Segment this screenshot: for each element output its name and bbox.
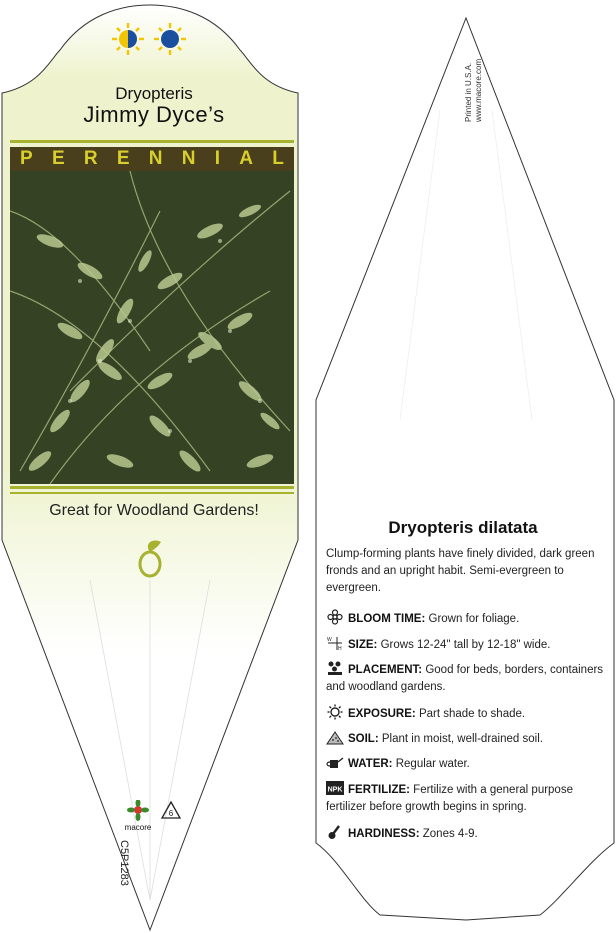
category-letter: A xyxy=(239,148,254,169)
category-letter: R xyxy=(83,148,98,169)
attr-size: W H SIZE: Grows 12-24" tall by 12-18" wide. xyxy=(327,637,551,651)
attr-bloom-time: BLOOM TIME: Grown for foliage. xyxy=(326,609,606,628)
attr-soil: SOIL: Plant in moist, well-drained soil. xyxy=(326,729,606,748)
bottom-rule xyxy=(10,486,294,489)
category-banner xyxy=(10,147,294,171)
tagline: Great for Woodland Gardens! xyxy=(49,502,259,519)
plant-description: Clump-forming plants have finely divided, dark green fronds and an upright habit. Semi-evergreen to evergreen. xyxy=(326,548,595,594)
svg-text:H: H xyxy=(338,646,342,651)
npk-icon xyxy=(326,780,344,796)
fern-illustration xyxy=(10,171,294,484)
svg-text:W: W xyxy=(327,637,332,643)
category-letter: I xyxy=(214,148,221,169)
attr-water: WATER: Regular water. xyxy=(326,754,606,773)
plant-cultivar: Jimmy Dyce’s xyxy=(83,102,225,127)
placement-icon xyxy=(326,660,344,676)
category-letter: N xyxy=(148,148,163,169)
bottom-rule-thin xyxy=(10,492,294,494)
recycle-icon xyxy=(160,800,182,822)
category-letter: P xyxy=(20,148,33,169)
printed-line-1: Printed in U.S.A. xyxy=(464,62,473,122)
category-letter: L xyxy=(272,148,284,169)
shade-icon xyxy=(154,23,186,55)
sun-exposure-icons xyxy=(110,22,190,56)
brand-label: macore xyxy=(124,823,152,832)
part-sun-icon xyxy=(112,23,144,55)
svg-text:NPK: NPK xyxy=(327,786,343,794)
category-letter: E xyxy=(116,148,130,169)
macore-logo-icon xyxy=(118,800,158,834)
plant-genus: Dryopteris xyxy=(115,84,193,103)
soil-icon xyxy=(326,729,344,745)
flower-icon xyxy=(326,609,344,625)
attr-exposure: EXPOSURE: Part shade to shade. xyxy=(326,704,606,723)
fern-photo xyxy=(10,171,294,484)
size-icon xyxy=(326,635,344,651)
top-rule xyxy=(10,140,294,143)
sun-icon xyxy=(326,704,344,720)
attr-fertilize: NPK FERTILIZE: Fertilize with a general purpose fertilizer before growth begins in spring. xyxy=(326,780,606,816)
attr-hardiness: HARDINESS: Zones 4-9. xyxy=(326,824,606,843)
sprout-logo-icon xyxy=(133,536,167,580)
watering-can-icon xyxy=(326,754,344,770)
botanical-name: Dryopteris dilatata xyxy=(388,518,538,537)
sku-code: C5P1283 xyxy=(118,840,130,886)
printed-credit xyxy=(464,59,484,122)
category-letter: E xyxy=(51,148,65,169)
printed-line-2: www.macore.com xyxy=(474,58,483,122)
thermometer-icon xyxy=(326,824,344,840)
attr-placement: PLACEMENT: Good for beds, borders, containers and woodland gardens. xyxy=(326,660,606,696)
category-letter: N xyxy=(181,148,196,169)
svg-text:6: 6 xyxy=(168,809,174,818)
